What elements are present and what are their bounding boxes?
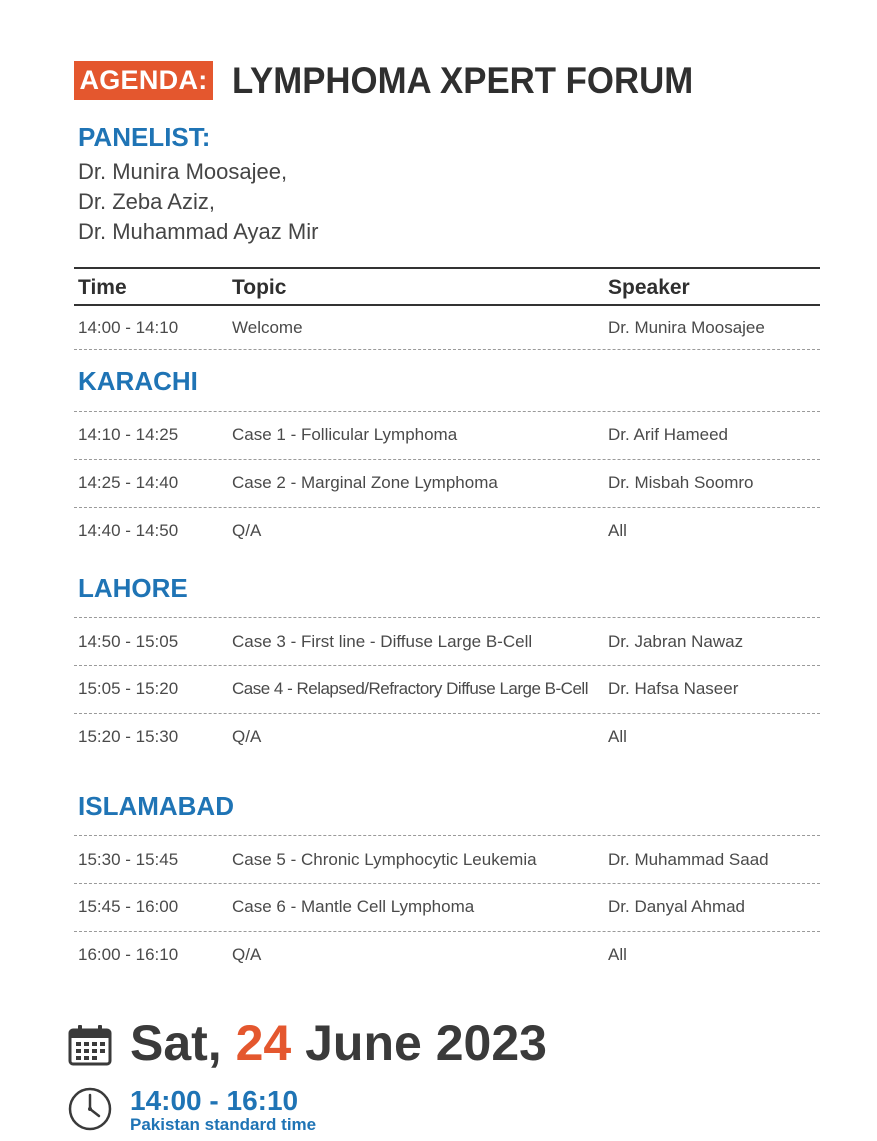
row-topic: Case 4 - Relapsed/Refractory Diffuse Large B-Cell <box>232 679 588 698</box>
row-divider <box>74 349 820 350</box>
row-time: 16:00 - 16:10 <box>78 945 179 964</box>
row-topic: Welcome <box>232 318 303 337</box>
section-heading-islamabad: ISLAMABAD <box>78 791 234 821</box>
row-time: 14:00 - 14:10 <box>78 318 179 337</box>
panelist-name: Dr. Munira Moosajee, <box>78 159 288 184</box>
event-date <box>130 1012 547 1074</box>
row-speaker: Dr. Munira Moosajee <box>608 318 765 337</box>
row-time: 14:10 - 14:25 <box>78 425 179 444</box>
timezone-label: Pakistan standard time <box>130 1115 317 1134</box>
row-divider <box>74 665 820 666</box>
column-header-topic: Topic <box>232 276 287 299</box>
date-suffix: June 2023 <box>291 1015 547 1071</box>
row-speaker: Dr. Muhammad Saad <box>608 850 769 869</box>
row-divider <box>74 883 820 884</box>
row-topic: Case 5 - Chronic Lymphocytic Leukemia <box>232 850 537 869</box>
panelist-name: Dr. Zeba Aziz, <box>78 189 215 214</box>
row-divider <box>74 835 820 836</box>
row-time: 15:30 - 15:45 <box>78 850 179 869</box>
page-title: LYMPHOMA XPERT FORUM <box>232 60 694 101</box>
clock-icon <box>67 1086 113 1132</box>
row-divider <box>74 507 820 508</box>
event-time-range: 14:00 - 16:10 <box>130 1085 299 1116</box>
row-speaker: Dr. Misbah Soomro <box>608 473 754 492</box>
row-speaker: All <box>608 945 627 964</box>
row-time: 15:05 - 15:20 <box>78 679 179 698</box>
date-prefix: Sat, <box>130 1015 236 1071</box>
row-time: 14:40 - 14:50 <box>78 521 179 540</box>
row-speaker: Dr. Danyal Ahmad <box>608 897 746 916</box>
row-speaker: All <box>608 727 627 746</box>
row-speaker: All <box>608 521 627 540</box>
date-day: 24 <box>235 1015 292 1071</box>
row-speaker: Dr. Hafsa Naseer <box>608 679 739 698</box>
row-time: 14:25 - 14:40 <box>78 473 179 492</box>
row-divider <box>74 617 820 618</box>
row-time: 15:45 - 16:00 <box>78 897 179 916</box>
column-header-speaker: Speaker <box>608 276 690 299</box>
row-divider <box>74 411 820 412</box>
row-speaker: Dr. Arif Hameed <box>608 425 728 444</box>
section-heading-lahore: LAHORE <box>78 573 188 603</box>
row-topic: Q/A <box>232 521 262 540</box>
row-topic: Case 1 - Follicular Lymphoma <box>232 425 458 444</box>
row-topic: Q/A <box>232 945 262 964</box>
row-divider <box>74 931 820 932</box>
row-divider <box>74 713 820 714</box>
row-topic: Case 3 - First line - Diffuse Large B-Cell <box>232 632 533 651</box>
panelist-name: Dr. Muhammad Ayaz Mir <box>78 219 319 244</box>
calendar-icon <box>68 1024 112 1066</box>
table-top-rule <box>74 267 820 269</box>
column-header-time: Time <box>78 276 127 299</box>
row-speaker: Dr. Jabran Nawaz <box>608 632 744 651</box>
row-time: 15:20 - 15:30 <box>78 727 179 746</box>
agenda-badge: AGENDA: <box>74 61 213 100</box>
row-topic: Case 6 - Mantle Cell Lymphoma <box>232 897 475 916</box>
row-topic: Case 2 - Marginal Zone Lymphoma <box>232 473 498 492</box>
section-heading-karachi: KARACHI <box>78 366 198 396</box>
table-header-rule <box>74 304 820 306</box>
row-divider <box>74 459 820 460</box>
row-topic: Q/A <box>232 727 262 746</box>
panelist-heading: PANELIST: <box>78 122 211 152</box>
row-time: 14:50 - 15:05 <box>78 632 179 651</box>
